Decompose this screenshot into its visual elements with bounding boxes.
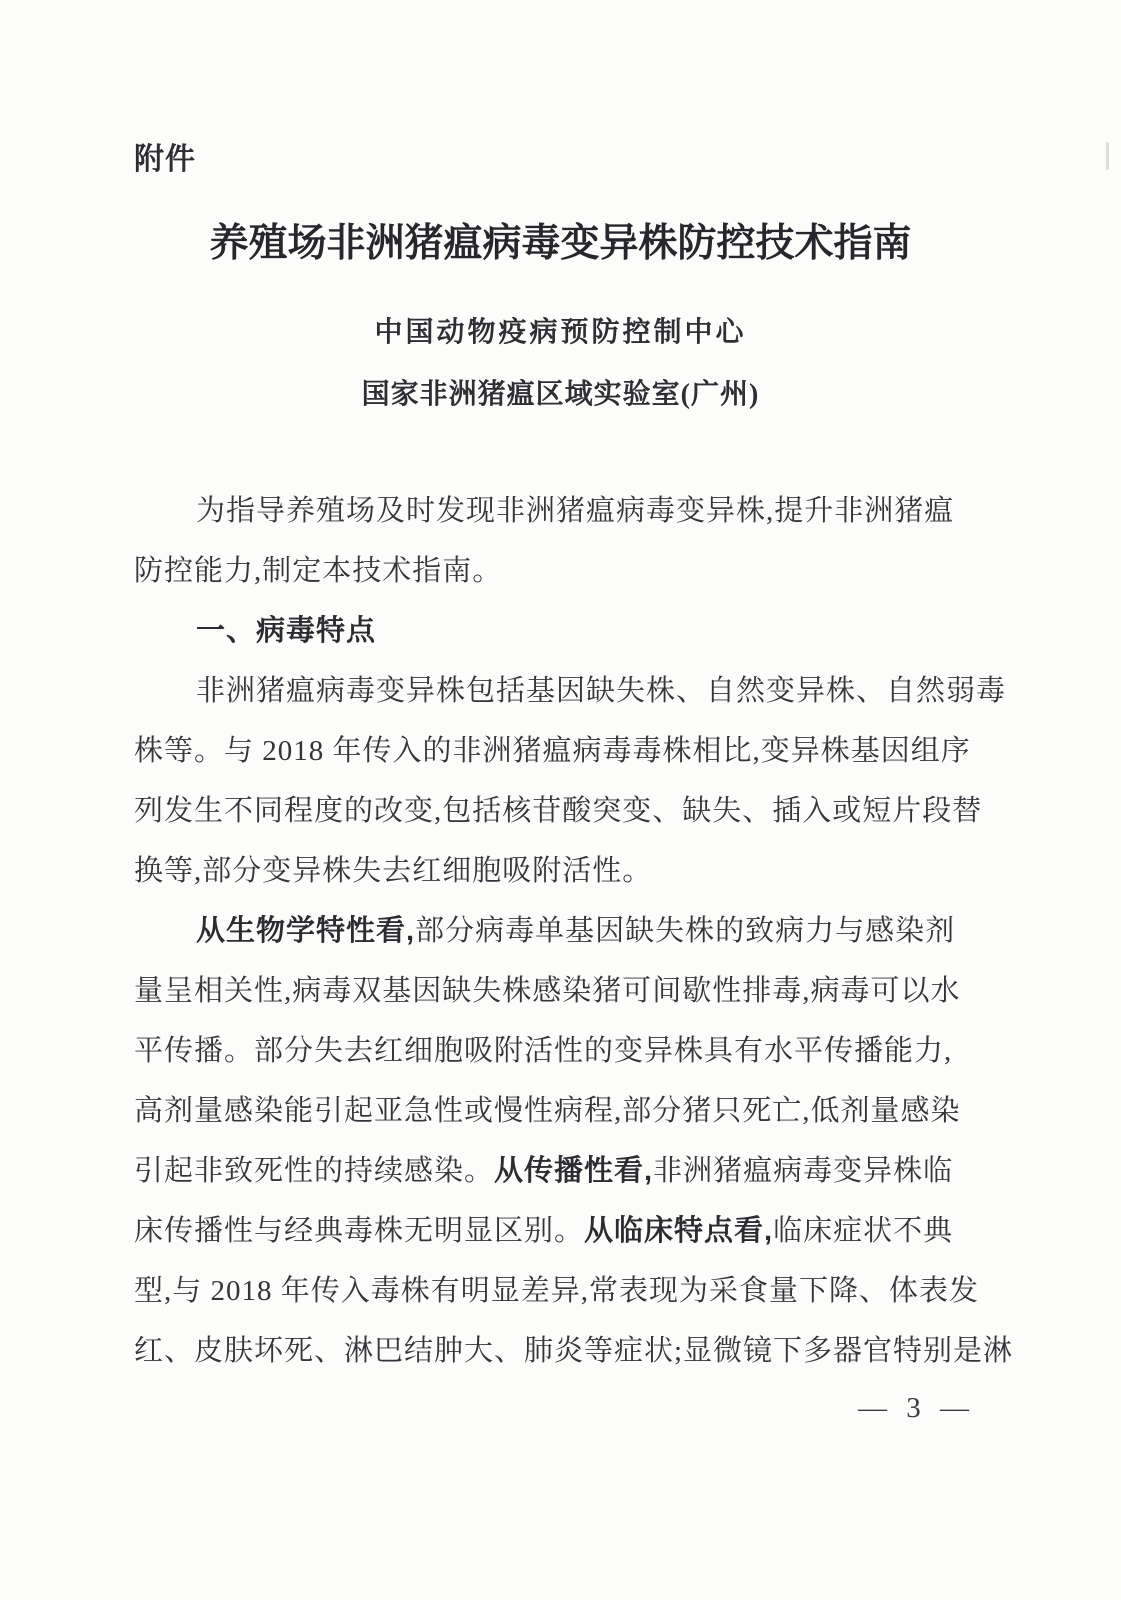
scan-artifact-line bbox=[1106, 142, 1109, 170]
section-heading bbox=[134, 601, 990, 661]
body-line bbox=[134, 841, 990, 901]
bold-text-run: 从临床特点看, bbox=[584, 1215, 774, 1247]
bold-text-run: 一、病毒特点 bbox=[196, 615, 377, 647]
body-line bbox=[134, 481, 990, 541]
body-text bbox=[134, 481, 1014, 1381]
body-line bbox=[134, 1261, 990, 1321]
org-name-line-1: 中国动物疫病预防控制中心 bbox=[374, 317, 747, 348]
bold-text-run: 从生物学特性看, bbox=[196, 915, 416, 947]
page-number: — 3 — bbox=[858, 1392, 975, 1424]
text-run: 列发生不同程度的改变,包括核苷酸突变、缺失、插入或短片段替 bbox=[134, 795, 983, 827]
org-name-line-2: 国家非洲猪瘟区域实验室(广州) bbox=[361, 379, 760, 410]
text-run: 量呈相关性,病毒双基因缺失株感染猪可间歇性排毒,病毒可以水 bbox=[134, 975, 961, 1007]
body-line bbox=[134, 1021, 990, 1081]
text-run: 非洲猪瘟病毒变异株包括基因缺失株、自然变异株、自然弱毒 bbox=[196, 675, 1007, 707]
text-run: 红、皮肤坏死、淋巴结肿大、肺炎等症状;显微镜下多器官特别是淋 bbox=[134, 1335, 1014, 1367]
text-run: 为指导养殖场及时发现非洲猪瘟病毒变异株,提升非洲猪瘟 bbox=[196, 495, 955, 527]
body-line bbox=[134, 901, 990, 961]
text-run: 株等。与 2018 年传入的非洲猪瘟病毒毒株相比,变异株基因组序 bbox=[134, 735, 971, 767]
bold-text-run: 从传播性看, bbox=[494, 1155, 654, 1187]
text-run: 高剂量感染能引起亚急性或慢性病程,部分猪只死亡,低剂量感染 bbox=[134, 1095, 961, 1127]
page-title: 养殖场非洲猪瘟病毒变异株防控技术指南 bbox=[209, 222, 912, 265]
body-line bbox=[134, 721, 990, 781]
body-line bbox=[134, 1081, 990, 1141]
text-run: 临床症状不典 bbox=[773, 1215, 954, 1247]
text-run: 防控能力,制定本技术指南。 bbox=[134, 555, 503, 587]
text-run: 型,与 2018 年传入毒株有明显差异,常表现为采食量下降、体表发 bbox=[134, 1275, 980, 1307]
text-run: 引起非致死性的持续感染。 bbox=[134, 1155, 495, 1187]
attachment-label: 附件 bbox=[134, 143, 196, 176]
body-line bbox=[134, 961, 990, 1021]
body-line bbox=[134, 661, 1007, 721]
body-line bbox=[134, 1141, 990, 1201]
body-line bbox=[134, 541, 990, 601]
text-run: 平传播。部分失去红细胞吸附活性的变异株具有水平传播能力, bbox=[134, 1035, 953, 1067]
text-run: 部分病毒单基因缺失株的致病力与感染剂 bbox=[415, 915, 956, 947]
text-run: 床传播性与经典毒株无明显区别。 bbox=[134, 1215, 585, 1247]
text-run: 换等,部分变异株失去红细胞吸附活性。 bbox=[134, 855, 653, 887]
body-line bbox=[134, 1321, 1014, 1381]
body-line bbox=[134, 1201, 990, 1261]
body-line bbox=[134, 781, 990, 841]
text-run: 非洲猪瘟病毒变异株临 bbox=[653, 1155, 954, 1187]
